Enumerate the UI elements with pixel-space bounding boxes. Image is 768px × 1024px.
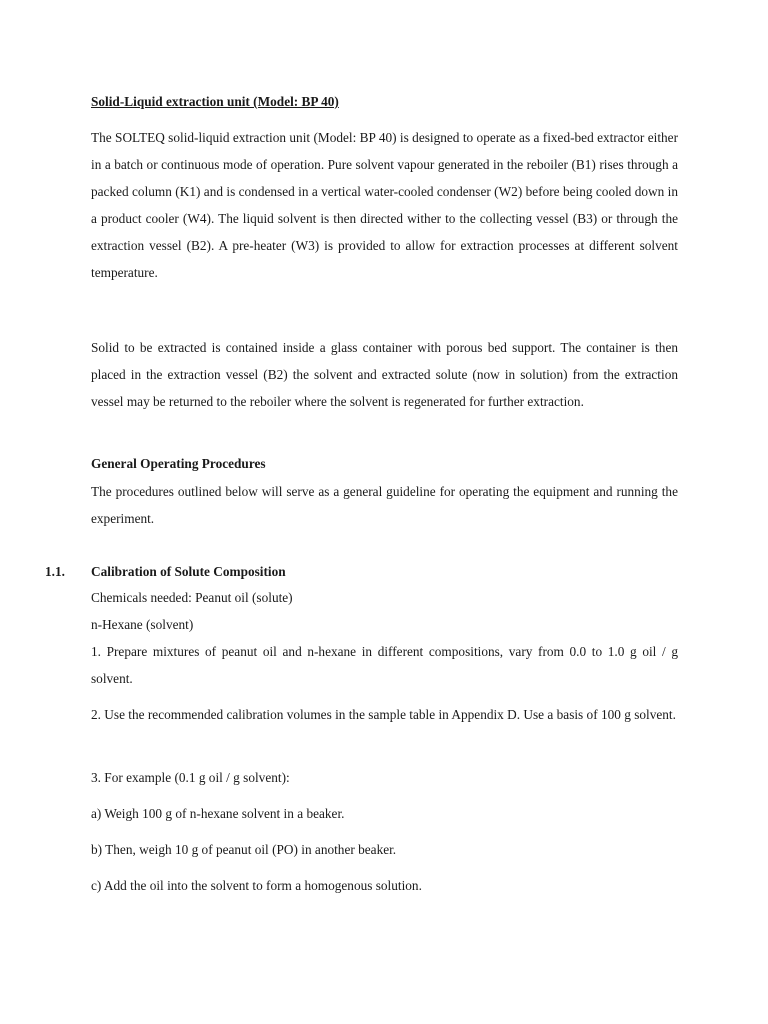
step-c: c) Add the oil into the solvent to form a homogenous solution.: [91, 878, 422, 893]
solvent-line: n-Hexane (solvent): [91, 617, 194, 632]
step-2: 2. Use the recommended calibration volumes in the sample table in Appendix D. Use a basis of 100 g solvent.: [91, 707, 676, 722]
chemicals-line: Chemicals needed: Peanut oil (solute): [91, 590, 293, 605]
intro-paragraph: The SOLTEQ solid-liquid extraction unit (Model: BP 40) is designed to operate as a fixed-bed extractor either in a batch or continuous mode of operation. Pure solvent vapour generated in the reboiler (B1) rises through a packed column (K1) and is condensed in a vertical water-cooled condenser (W2) before being cooled down in a product cooler (W4). The liquid solvent is then directed wither to the collecting vessel (B3) or through the extraction vessel (B2). A pre-heater (W3) is provided to allow for extraction processes at different solvent temperature.: [91, 130, 678, 280]
step-3: 3. For example (0.1 g oil / g solvent):: [91, 770, 290, 785]
section-title: Calibration of Solute Composition: [91, 564, 286, 579]
procedures-heading: General Operating Procedures: [91, 456, 266, 471]
document-title: Solid-Liquid extraction unit (Model: BP 40): [91, 94, 339, 109]
section-number: 1.1.: [45, 564, 65, 579]
second-paragraph: Solid to be extracted is contained inside a glass container with porous bed support. The container is then placed in the extraction vessel (B2) the solvent and extracted solute (now in solution) from the extraction vessel may be returned to the reboiler where the solvent is regenerated for further extraction.: [91, 340, 678, 409]
step-b: b) Then, weigh 10 g of peanut oil (PO) in another beaker.: [91, 842, 397, 857]
step-1: 1. Prepare mixtures of peanut oil and n-hexane in different compositions, vary from 0.0 to 1.0 g oil / g solvent.: [91, 644, 678, 686]
step-a: a) Weigh 100 g of n-hexane solvent in a beaker.: [91, 806, 345, 821]
procedures-intro: The procedures outlined below will serve as a general guideline for operating the equipment and running the experiment.: [91, 484, 678, 526]
